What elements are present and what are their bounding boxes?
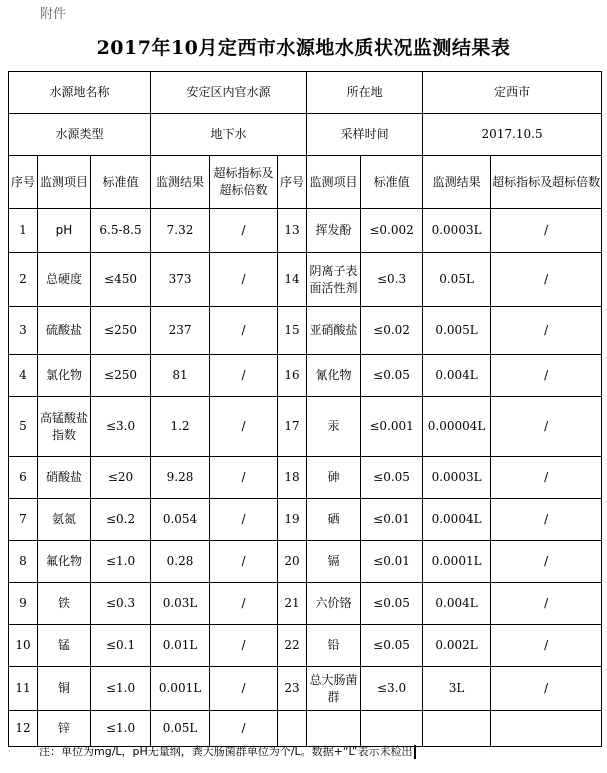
cell-seq: 12 bbox=[9, 711, 38, 747]
cell-seq: 14 bbox=[278, 253, 307, 307]
location-value: 定西市 bbox=[423, 72, 602, 114]
cell-item: 砷 bbox=[307, 457, 361, 499]
info-row-1 bbox=[9, 72, 602, 114]
cell-item: 阴离子表面活性剂 bbox=[307, 253, 361, 307]
cell-item: 高锰酸盐指数 bbox=[38, 397, 91, 457]
source-type-label: 水源类型 bbox=[9, 114, 151, 156]
cell-item: 六价铬 bbox=[307, 583, 361, 625]
text-cursor bbox=[414, 745, 416, 759]
cell-seq: 11 bbox=[9, 667, 38, 711]
cell-standard: ≤0.3 bbox=[361, 253, 423, 307]
header-item: 监测项目 bbox=[38, 156, 91, 209]
cell-standard: ≤3.0 bbox=[361, 667, 423, 711]
source-name-label: 水源地名称 bbox=[9, 72, 151, 114]
cell-seq: 16 bbox=[278, 355, 307, 397]
cell-item: 锰 bbox=[38, 625, 91, 667]
cell-exceed: / bbox=[491, 457, 602, 499]
cell-seq: 10 bbox=[9, 625, 38, 667]
cell-result: 373 bbox=[151, 253, 210, 307]
cell-exceed bbox=[491, 711, 602, 747]
footnote-text: 注：单位为mg/L，pH无量纲，粪大肠菌群单位为个/L。数据+“L”表示未检出 bbox=[39, 745, 413, 758]
cell-exceed: / bbox=[491, 625, 602, 667]
sample-time-value: 2017.10.5 bbox=[423, 114, 602, 156]
attachment-label: 附件 bbox=[40, 7, 67, 22]
info-row-2 bbox=[9, 114, 602, 156]
cell-item: 铅 bbox=[307, 625, 361, 667]
cell-seq: 1 bbox=[9, 209, 38, 253]
cell-item: 铁 bbox=[38, 583, 91, 625]
cell-standard: ≤0.05 bbox=[361, 625, 423, 667]
header-seq: 序号 bbox=[278, 156, 307, 209]
table-row bbox=[9, 667, 602, 711]
table-row bbox=[9, 397, 602, 457]
cell-result: 0.054 bbox=[151, 499, 210, 541]
cell-item: 氯化物 bbox=[38, 355, 91, 397]
table-row bbox=[9, 711, 602, 747]
cell-seq: 23 bbox=[278, 667, 307, 711]
cell-result: 1.2 bbox=[151, 397, 210, 457]
header-exceed: 超标指标及超标倍数 bbox=[491, 156, 602, 209]
table-row bbox=[9, 499, 602, 541]
cell-item: 硒 bbox=[307, 499, 361, 541]
header-standard: 标准值 bbox=[91, 156, 151, 209]
table-row bbox=[9, 253, 602, 307]
cell-item: 硫酸盐 bbox=[38, 307, 91, 355]
cell-result: 0.0003L bbox=[423, 457, 491, 499]
cell-seq: 5 bbox=[9, 397, 38, 457]
table-row bbox=[9, 307, 602, 355]
cell-exceed: / bbox=[491, 253, 602, 307]
cell-standard: ≤0.05 bbox=[361, 457, 423, 499]
cell-result bbox=[423, 711, 491, 747]
source-type-value: 地下水 bbox=[151, 114, 307, 156]
cell-exceed: / bbox=[491, 397, 602, 457]
cell-seq: 22 bbox=[278, 625, 307, 667]
cell-exceed: / bbox=[491, 209, 602, 253]
cell-standard: ≤250 bbox=[91, 307, 151, 355]
cell-result: 0.01L bbox=[151, 625, 210, 667]
cell-seq: 4 bbox=[9, 355, 38, 397]
cell-seq: 3 bbox=[9, 307, 38, 355]
cell-seq: 15 bbox=[278, 307, 307, 355]
cell-result: 0.0001L bbox=[423, 541, 491, 583]
cell-exceed: / bbox=[491, 541, 602, 583]
header-item: 监测项目 bbox=[307, 156, 361, 209]
header-exceed: 超标指标及超标倍数 bbox=[210, 156, 278, 209]
cell-standard: ≤3.0 bbox=[91, 397, 151, 457]
cell-exceed: / bbox=[210, 625, 278, 667]
table-row bbox=[9, 209, 602, 253]
table-row bbox=[9, 625, 602, 667]
cell-exceed: / bbox=[210, 499, 278, 541]
cell-standard: ≤0.3 bbox=[91, 583, 151, 625]
header-seq: 序号 bbox=[9, 156, 38, 209]
cell-item: 氨氮 bbox=[38, 499, 91, 541]
table-row bbox=[9, 355, 602, 397]
cell-result: 0.004L bbox=[423, 355, 491, 397]
cell-exceed: / bbox=[210, 583, 278, 625]
cell-exceed: / bbox=[210, 711, 278, 747]
cell-item: 氰化物 bbox=[307, 355, 361, 397]
cell-standard: ≤20 bbox=[91, 457, 151, 499]
cell-result: 0.004L bbox=[423, 583, 491, 625]
cell-item: 锌 bbox=[38, 711, 91, 747]
cell-exceed: / bbox=[210, 209, 278, 253]
cell-result: 0.002L bbox=[423, 625, 491, 667]
header-result: 监测结果 bbox=[423, 156, 491, 209]
cell-exceed: / bbox=[491, 667, 602, 711]
cell-item: pH bbox=[38, 209, 91, 253]
cell-exceed: / bbox=[210, 397, 278, 457]
cell-exceed: / bbox=[210, 307, 278, 355]
cell-item: 亚硝酸盐 bbox=[307, 307, 361, 355]
cell-result: 0.05L bbox=[151, 711, 210, 747]
cell-result: 0.0003L bbox=[423, 209, 491, 253]
cell-standard: ≤0.001 bbox=[361, 397, 423, 457]
cell-seq: 17 bbox=[278, 397, 307, 457]
cell-item: 硝酸盐 bbox=[38, 457, 91, 499]
cell-item: 氟化物 bbox=[38, 541, 91, 583]
cell-item: 汞 bbox=[307, 397, 361, 457]
cell-standard: ≤1.0 bbox=[91, 541, 151, 583]
cell-standard: ≤250 bbox=[91, 355, 151, 397]
cell-standard: ≤0.01 bbox=[361, 541, 423, 583]
cell-item: 总硬度 bbox=[38, 253, 91, 307]
source-name-value: 安定区内官水源 bbox=[151, 72, 307, 114]
cell-result: 0.001L bbox=[151, 667, 210, 711]
cell-item: 铜 bbox=[38, 667, 91, 711]
cell-seq: 6 bbox=[9, 457, 38, 499]
cell-exceed: / bbox=[210, 457, 278, 499]
cell-seq: 20 bbox=[278, 541, 307, 583]
cell-seq: 7 bbox=[9, 499, 38, 541]
cell-item: 挥发酚 bbox=[307, 209, 361, 253]
cell-result: 0.0004L bbox=[423, 499, 491, 541]
margin-mark: · bbox=[8, 747, 11, 757]
cell-result: 81 bbox=[151, 355, 210, 397]
cell-exceed: / bbox=[491, 355, 602, 397]
header-result: 监测结果 bbox=[151, 156, 210, 209]
footnote bbox=[39, 743, 416, 759]
cell-standard: ≤0.05 bbox=[361, 583, 423, 625]
location-label: 所在地 bbox=[307, 72, 423, 114]
cell-result: 3L bbox=[423, 667, 491, 711]
cell-exceed: / bbox=[210, 253, 278, 307]
cell-standard: 6.5-8.5 bbox=[91, 209, 151, 253]
water-quality-table bbox=[8, 71, 602, 747]
cell-standard: ≤0.002 bbox=[361, 209, 423, 253]
cell-result: 9.28 bbox=[151, 457, 210, 499]
cell-seq: 19 bbox=[278, 499, 307, 541]
cell-exceed: / bbox=[210, 667, 278, 711]
cell-standard: ≤0.2 bbox=[91, 499, 151, 541]
cell-seq: 9 bbox=[9, 583, 38, 625]
cell-result: 0.005L bbox=[423, 307, 491, 355]
cell-item: 镉 bbox=[307, 541, 361, 583]
cell-seq: 8 bbox=[9, 541, 38, 583]
cell-seq: 2 bbox=[9, 253, 38, 307]
cell-standard: ≤0.01 bbox=[361, 499, 423, 541]
page-title: 2017年10月定西市水源地水质状况监测结果表 bbox=[96, 37, 511, 59]
cell-result: 0.05L bbox=[423, 253, 491, 307]
header-row bbox=[9, 156, 602, 209]
cell-standard: ≤0.05 bbox=[361, 355, 423, 397]
cell-seq bbox=[278, 711, 307, 747]
header-standard: 标准值 bbox=[361, 156, 423, 209]
cell-result: 7.32 bbox=[151, 209, 210, 253]
cell-standard bbox=[361, 711, 423, 747]
cell-result: 237 bbox=[151, 307, 210, 355]
cell-exceed: / bbox=[210, 355, 278, 397]
cell-seq: 21 bbox=[278, 583, 307, 625]
sample-time-label: 采样时间 bbox=[307, 114, 423, 156]
cell-standard: ≤1.0 bbox=[91, 711, 151, 747]
table-row bbox=[9, 583, 602, 625]
cell-item: 总大肠菌群 bbox=[307, 667, 361, 711]
cell-standard: ≤0.1 bbox=[91, 625, 151, 667]
table-row bbox=[9, 541, 602, 583]
cell-item bbox=[307, 711, 361, 747]
cell-standard: ≤450 bbox=[91, 253, 151, 307]
cell-seq: 13 bbox=[278, 209, 307, 253]
cell-result: 0.00004L bbox=[423, 397, 491, 457]
cell-result: 0.03L bbox=[151, 583, 210, 625]
cell-standard: ≤0.02 bbox=[361, 307, 423, 355]
cell-exceed: / bbox=[491, 307, 602, 355]
cell-exceed: / bbox=[491, 583, 602, 625]
cell-standard: ≤1.0 bbox=[91, 667, 151, 711]
cell-seq: 18 bbox=[278, 457, 307, 499]
table-row bbox=[9, 457, 602, 499]
cell-exceed: / bbox=[210, 541, 278, 583]
cell-exceed: / bbox=[491, 499, 602, 541]
cell-result: 0.28 bbox=[151, 541, 210, 583]
